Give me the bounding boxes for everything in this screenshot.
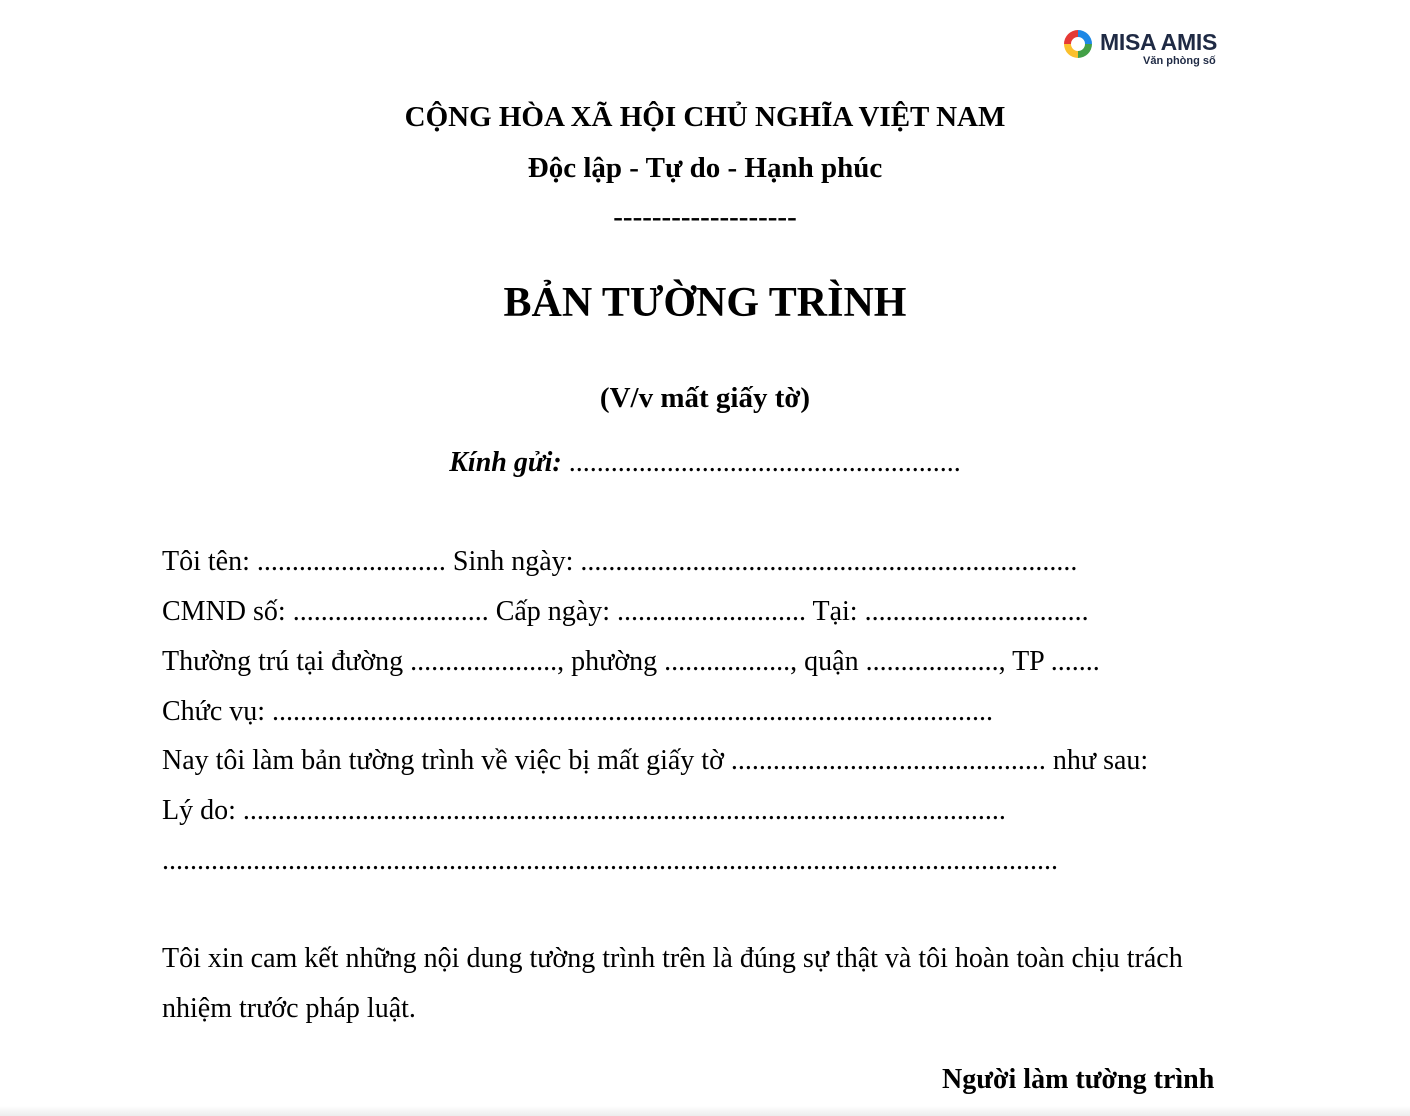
page-bottom-edge [0, 1106, 1410, 1116]
recipient-blank: ........................................................ [561, 447, 961, 478]
logo-tagline: Văn phòng số [1143, 55, 1216, 67]
statement-line: Nay tôi làm bản tường trình về việc bị mất giấy tờ ............................................. như sau: [162, 745, 1149, 776]
misa-amis-logo [1062, 26, 1232, 72]
logo-ring-icon [1062, 28, 1094, 60]
position-line: Chức vụ: ....................................................................................................... [162, 696, 994, 727]
reason-line: Lý do: ............................................................................................................. [162, 795, 1006, 826]
recipient-line [0, 446, 1410, 480]
name-birthdate-line: Tôi tên: ........................... Sinh ngày: ....................................................................... [162, 546, 1078, 577]
reason-continuation-line: ................................................................................................................................ [162, 845, 1058, 876]
recipient-label: Kính gửi: [449, 447, 562, 478]
logo-name: MISA AMIS [1100, 29, 1217, 55]
commitment-line-2: nhiệm trước pháp luật. [162, 993, 416, 1024]
signer-label: Người làm tường trình [942, 1064, 1215, 1095]
document-subject: (V/v mất giấy tờ) [599, 382, 811, 414]
header-divider: ------------------- [613, 201, 797, 233]
national-title: CỘNG HÒA XÃ HỘI CHỦ NGHĨA VIỆT NAM [404, 101, 1006, 133]
residence-line: Thường trú tại đường ....................., phường .................., quận ..................., TP ....... [162, 646, 1100, 677]
national-motto: Độc lập - Tự do - Hạnh phúc [527, 152, 883, 184]
id-card-line: CMND số: ............................ Cấp ngày: ........................... Tại: ................................ [162, 596, 1089, 627]
commitment-line-1: Tôi xin cam kết những nội dung tường trình trên là đúng sự thật và tôi hoàn toàn chịu trách [162, 943, 1183, 974]
document-title: BẢN TƯỜNG TRÌNH [503, 280, 907, 326]
